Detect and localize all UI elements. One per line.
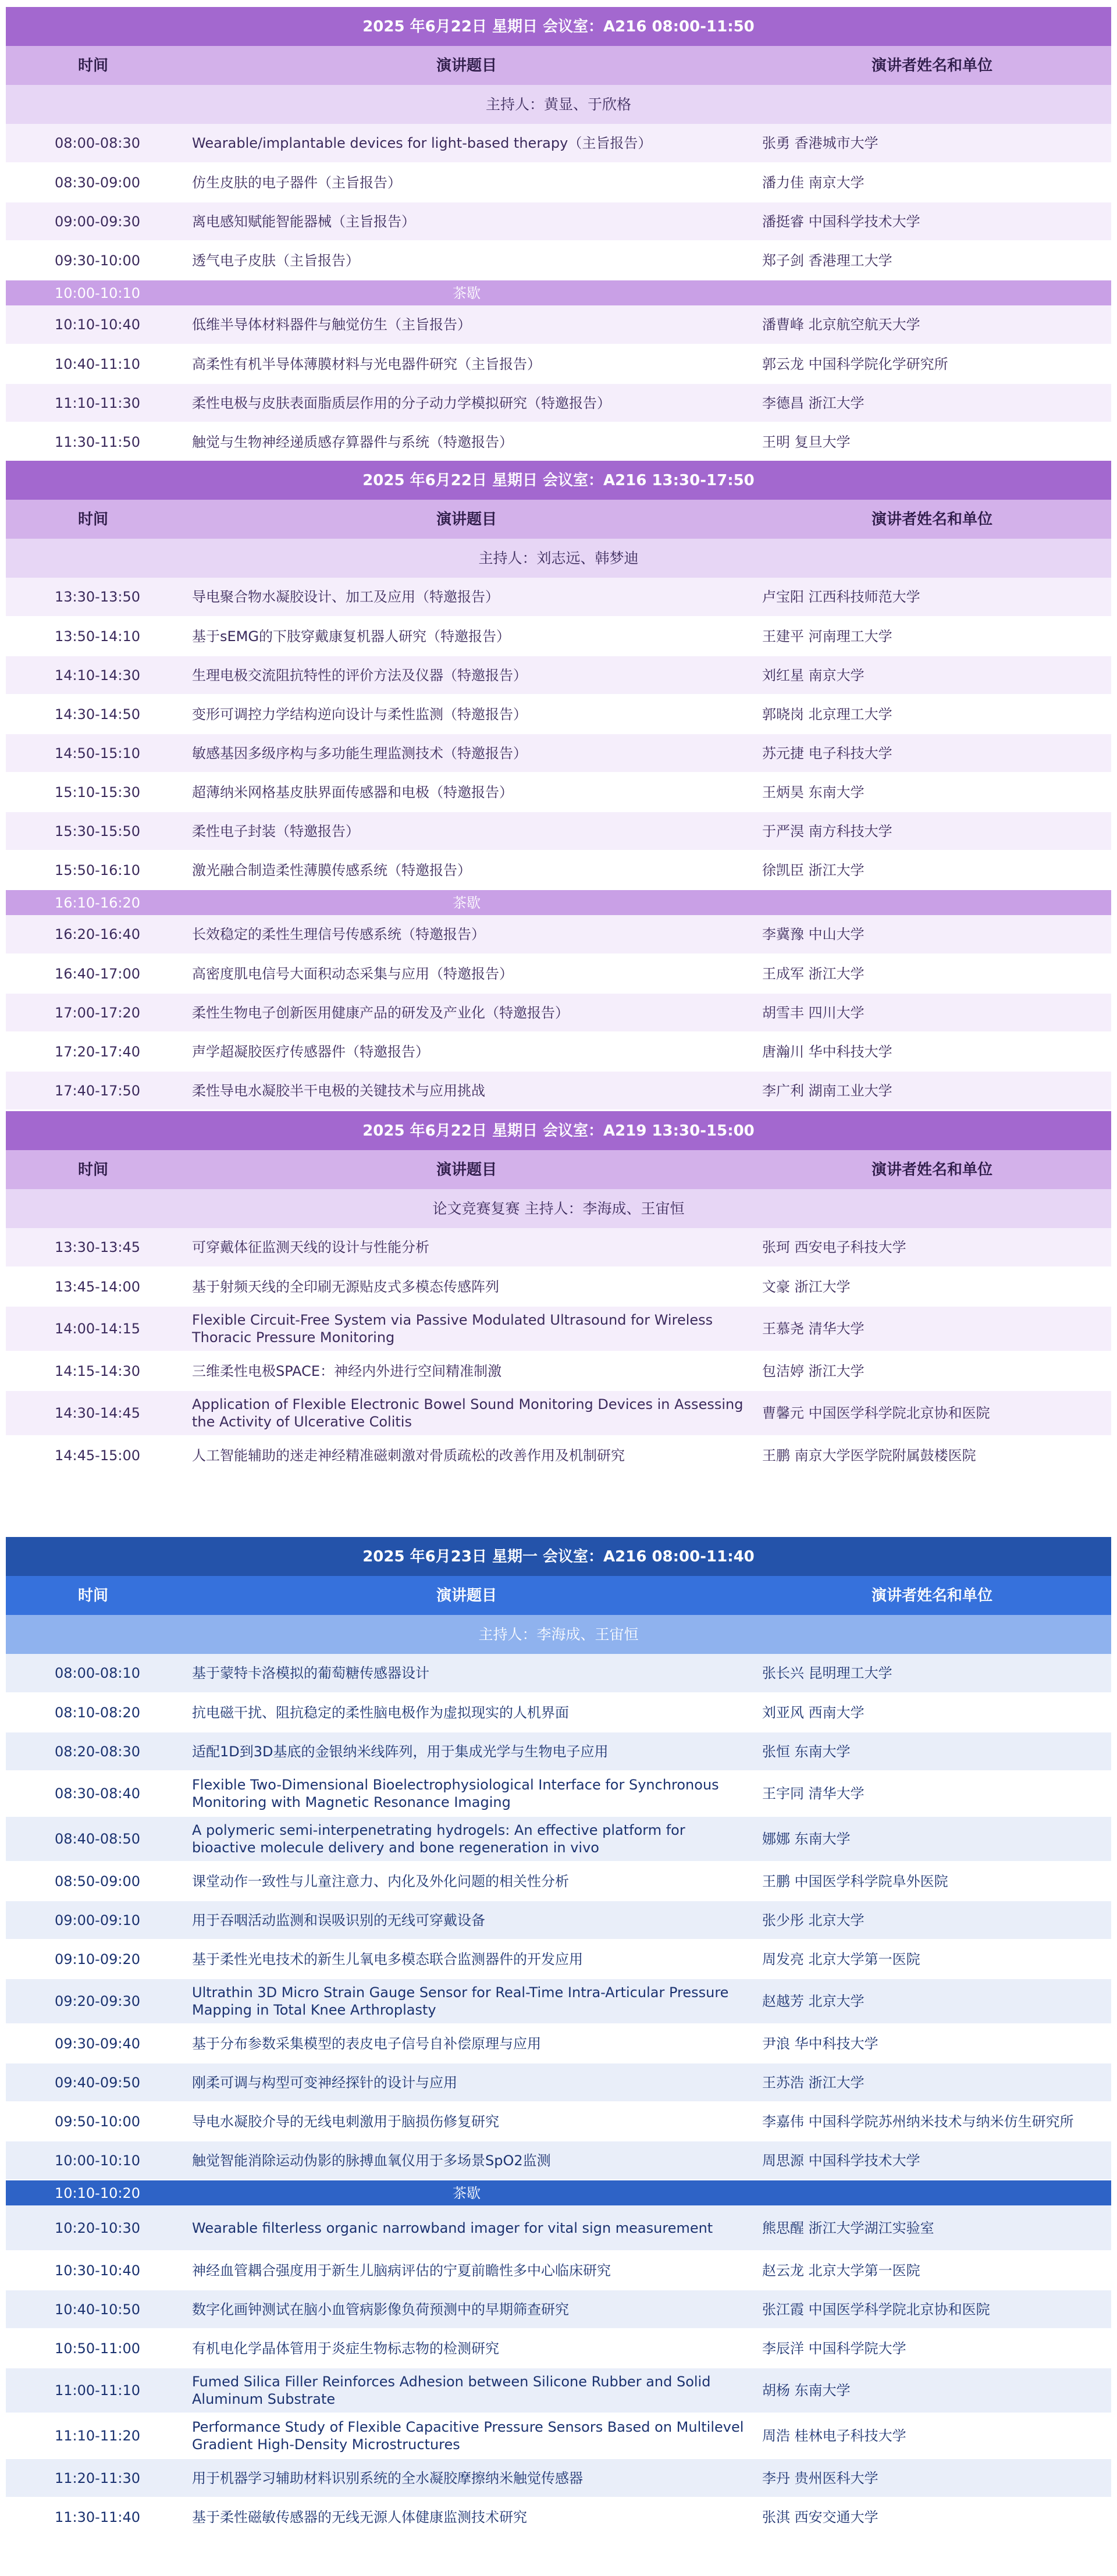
break-time: 16:10-16:20	[6, 889, 180, 915]
column-header-time: 时间	[6, 1150, 180, 1189]
session-1	[6, 7, 1111, 462]
schedule-row	[6, 241, 1111, 280]
talk-speaker: 潘挺睿 中国科学技术大学	[753, 202, 1111, 241]
column-header-row	[6, 46, 1111, 85]
talk-title: 离电感知赋能智能器械（主旨报告）	[180, 202, 753, 241]
talk-time: 08:10-08:20	[6, 1693, 180, 1732]
schedule-row	[6, 2141, 1111, 2180]
schedule-row	[6, 2458, 1111, 2497]
talk-title: 刚柔可调与构型可变神经探针的设计与应用	[180, 2063, 753, 2102]
talk-title: Flexible Two-Dimensional Bioelectrophysiological Interface for Synchronous Monitoring with Magnetic Resonance Imaging	[180, 1771, 753, 1816]
talk-time: 10:40-10:50	[6, 2290, 180, 2329]
column-header-title: 演讲题目	[180, 1576, 753, 1615]
session-title: 2025 年6月23日 星期一 会议室：A216 08:00-11:40	[6, 1537, 1111, 1576]
break-row	[6, 280, 1111, 305]
talk-title: Application of Flexible Electronic Bowel Sound Monitoring Devices in Assessing the Activity of Ulcerative Colitis	[180, 1390, 753, 1436]
talk-time: 09:00-09:10	[6, 1901, 180, 1940]
schedule-table-4	[6, 1537, 1111, 2537]
talk-title: 基于分布参数采集模型的表皮电子信号自补偿原理与应用	[180, 2024, 753, 2063]
talk-speaker: 徐凯臣 浙江大学	[753, 851, 1111, 889]
schedule-row	[6, 1862, 1111, 1901]
talk-speaker: 刘亚风 西南大学	[753, 1693, 1111, 1732]
talk-speaker: 潘力佳 南京大学	[753, 163, 1111, 202]
schedule-row	[6, 2205, 1111, 2251]
column-header-time: 时间	[6, 1576, 180, 1615]
talk-title: 基于sEMG的下肢穿戴康复机器人研究（特邀报告）	[180, 617, 753, 656]
schedule-row	[6, 1693, 1111, 1732]
session-host-row	[6, 1615, 1111, 1654]
talk-title: 人工智能辅助的迷走神经精准磁刺激对骨质疏松的改善作用及机制研究	[180, 1436, 753, 1475]
talk-speaker: 周发亮 北京大学第一医院	[753, 1940, 1111, 1979]
schedule-row	[6, 1816, 1111, 1862]
talk-speaker: 张珂 西安电子科技大学	[753, 1228, 1111, 1267]
column-header-speaker: 演讲者姓名和单位	[753, 1576, 1111, 1615]
session-host: 论文竞赛复赛 主持人：李海成、王宙恒	[6, 1189, 1111, 1228]
session-host: 主持人：黄显、于欣格	[6, 85, 1111, 124]
talk-title: A polymeric semi-interpenetrating hydrogels: An effective platform for bioactive molecule delivery and bone regeneration in vivo	[180, 1816, 753, 1862]
talk-speaker: 郑子剑 香港理工大学	[753, 241, 1111, 280]
talk-speaker: 胡杨 东南大学	[753, 2368, 1111, 2413]
talk-speaker: 王苏浩 浙江大学	[753, 2063, 1111, 2102]
talk-time: 14:10-14:30	[6, 656, 180, 695]
talk-speaker: 赵云龙 北京大学第一医院	[753, 2251, 1111, 2290]
schedule-row	[6, 305, 1111, 344]
schedule-row	[6, 1228, 1111, 1267]
talk-time: 08:00-08:10	[6, 1654, 180, 1693]
talk-speaker: 熊思醒 浙江大学湖江实验室	[753, 2205, 1111, 2251]
session-host: 主持人：李海成、王宙恒	[6, 1615, 1111, 1654]
talk-time: 14:30-14:45	[6, 1390, 180, 1436]
talk-title: 超薄纳米网格基皮肤界面传感器和电极（特邀报告）	[180, 773, 753, 812]
talk-title: Wearable/implantable devices for light-based therapy（主旨报告）	[180, 124, 753, 163]
schedule-row	[6, 1771, 1111, 1816]
schedule-row	[6, 617, 1111, 656]
talk-speaker: 王成军 浙江大学	[753, 954, 1111, 993]
talk-time: 14:15-14:30	[6, 1351, 180, 1390]
talk-time: 10:20-10:30	[6, 2205, 180, 2251]
talk-speaker: 王炳昊 东南大学	[753, 773, 1111, 812]
schedule-row	[6, 2329, 1111, 2368]
schedule-row	[6, 993, 1111, 1032]
column-header-row	[6, 1150, 1111, 1189]
schedule-row	[6, 1654, 1111, 1693]
schedule-row	[6, 1032, 1111, 1071]
talk-title: 高密度肌电信号大面积动态采集与应用（特邀报告）	[180, 954, 753, 993]
talk-speaker: 王明 复旦大学	[753, 422, 1111, 461]
talk-speaker: 文豪 浙江大学	[753, 1267, 1111, 1306]
talk-time: 10:30-10:40	[6, 2251, 180, 2290]
talk-time: 09:40-09:50	[6, 2063, 180, 2102]
session-title: 2025 年6月22日 星期日 会议室：A216 13:30-17:50	[6, 461, 1111, 500]
talk-title: 有机电化学晶体管用于炎症生物标志物的检测研究	[180, 2329, 753, 2368]
session-host-row	[6, 539, 1111, 578]
column-header-speaker: 演讲者姓名和单位	[753, 46, 1111, 85]
schedule-table-3	[6, 1111, 1111, 1475]
talk-title: 课堂动作一致性与儿童注意力、内化及外化问题的相关性分析	[180, 1862, 753, 1901]
talk-title: 数字化画钟测试在脑小血管病影像负荷预测中的早期筛查研究	[180, 2290, 753, 2329]
talk-time: 08:20-08:30	[6, 1732, 180, 1771]
talk-time: 10:00-10:10	[6, 2141, 180, 2180]
talk-speaker: 李德昌 浙江大学	[753, 383, 1111, 422]
talk-speaker: 娜娜 东南大学	[753, 1816, 1111, 1862]
talk-title: 柔性电极与皮肤表面脂质层作用的分子动力学模拟研究（特邀报告）	[180, 383, 753, 422]
talk-time: 09:00-09:30	[6, 202, 180, 241]
break-row	[6, 2180, 1111, 2205]
talk-speaker: 周思源 中国科学技术大学	[753, 2141, 1111, 2180]
talk-title: 基于柔性光电技术的新生儿氧电多模态联合监测器件的开发应用	[180, 1940, 753, 1979]
talk-speaker: 唐瀚川 华中科技大学	[753, 1032, 1111, 1071]
talk-title: 透气电子皮肤（主旨报告）	[180, 241, 753, 280]
talk-title: 生理电极交流阻抗特性的评价方法及仪器（特邀报告）	[180, 656, 753, 695]
talk-title: 触觉与生物神经递质感存算器件与系统（特邀报告）	[180, 422, 753, 461]
talk-title: 神经血管耦合强度用于新生儿脑病评估的宁夏前瞻性多中心临床研究	[180, 2251, 753, 2290]
talk-title: 柔性导电水凝胶半干电极的关键技术与应用挑战	[180, 1071, 753, 1110]
talk-time: 17:20-17:40	[6, 1032, 180, 1071]
schedule-row	[6, 1267, 1111, 1306]
column-header-speaker: 演讲者姓名和单位	[753, 500, 1111, 539]
talk-title: 柔性电子封装（特邀报告）	[180, 812, 753, 851]
talk-time: 11:10-11:20	[6, 2413, 180, 2458]
talk-time: 08:50-09:00	[6, 1862, 180, 1901]
talk-time: 10:50-11:00	[6, 2329, 180, 2368]
talk-title: Ultrathin 3D Micro Strain Gauge Sensor for Real-Time Intra-Articular Pressure Mapping in Total Knee Arthroplasty	[180, 1979, 753, 2024]
talk-time: 13:45-14:00	[6, 1267, 180, 1306]
talk-speaker: 赵越芳 北京大学	[753, 1979, 1111, 2024]
schedule-row	[6, 2290, 1111, 2329]
schedule-row	[6, 163, 1111, 202]
talk-speaker: 李广利 湖南工业大学	[753, 1071, 1111, 1110]
schedule-table-1	[6, 7, 1111, 462]
column-header-title: 演讲题目	[180, 500, 753, 539]
talk-time: 11:30-11:40	[6, 2497, 180, 2536]
schedule-row	[6, 915, 1111, 954]
schedule-row	[6, 2024, 1111, 2063]
schedule-row	[6, 2497, 1111, 2536]
talk-time: 11:30-11:50	[6, 422, 180, 461]
talk-speaker: 郭云龙 中国科学院化学研究所	[753, 344, 1111, 383]
talk-speaker: 李冀豫 中山大学	[753, 915, 1111, 954]
talk-time: 11:10-11:30	[6, 383, 180, 422]
talk-speaker: 李嘉伟 中国科学院苏州纳米技术与纳米仿生研究所	[753, 2102, 1111, 2141]
talk-time: 11:20-11:30	[6, 2458, 180, 2497]
session-footer-bar	[6, 2537, 1111, 2545]
talk-speaker: 曹馨元 中国医学科学院北京协和医院	[753, 1390, 1111, 1436]
talk-time: 14:45-15:00	[6, 1436, 180, 1475]
talk-time: 08:00-08:30	[6, 124, 180, 163]
talk-speaker: 卢宝阳 江西科技师范大学	[753, 578, 1111, 617]
session-host-row	[6, 85, 1111, 124]
schedule-row	[6, 1436, 1111, 1475]
break-empty	[753, 2180, 1111, 2205]
schedule-row	[6, 2102, 1111, 2141]
session-title-bar	[6, 1111, 1111, 1150]
talk-title: Fumed Silica Filler Reinforces Adhesion between Silicone Rubber and Solid Aluminum Substrate	[180, 2368, 753, 2413]
talk-title: 仿生皮肤的电子器件（主旨报告）	[180, 163, 753, 202]
talk-time: 17:00-17:20	[6, 993, 180, 1032]
talk-title: 基于蒙特卡洛模拟的葡萄糖传感器设计	[180, 1654, 753, 1693]
column-header-time: 时间	[6, 46, 180, 85]
schedule-row	[6, 1901, 1111, 1940]
session-2	[6, 461, 1111, 1111]
talk-title: 基于柔性磁敏传感器的无线无源人体健康监测技术研究	[180, 2497, 753, 2536]
column-header-speaker: 演讲者姓名和单位	[753, 1150, 1111, 1189]
schedule-row	[6, 773, 1111, 812]
talk-time: 13:30-13:50	[6, 578, 180, 617]
talk-time: 16:20-16:40	[6, 915, 180, 954]
talk-time: 08:30-08:40	[6, 1771, 180, 1816]
session-title-bar	[6, 7, 1111, 46]
schedule-row	[6, 422, 1111, 461]
talk-title: 低维半导体材料器件与触觉仿生（主旨报告）	[180, 305, 753, 344]
talk-time: 09:30-09:40	[6, 2024, 180, 2063]
schedule-row	[6, 578, 1111, 617]
schedule-row	[6, 1390, 1111, 1436]
session-title-bar	[6, 1537, 1111, 1576]
talk-title: 敏感基因多级序构与多功能生理监测技术（特邀报告）	[180, 734, 753, 773]
talk-title: 用于机器学习辅助材料识别系统的全水凝胶摩擦纳米触觉传感器	[180, 2458, 753, 2497]
talk-speaker: 尹浪 华中科技大学	[753, 2024, 1111, 2063]
talk-time: 13:30-13:45	[6, 1228, 180, 1267]
schedule-row	[6, 2251, 1111, 2290]
talk-title: Wearable filterless organic narrowband imager for vital sign measurement	[180, 2205, 753, 2251]
break-label: 茶歇	[180, 280, 753, 305]
talk-title: 适配1D到3D基底的金银纳米线阵列，用于集成光学与生物电子应用	[180, 1732, 753, 1771]
break-row	[6, 889, 1111, 915]
talk-time: 15:50-16:10	[6, 851, 180, 889]
session-4	[6, 1537, 1111, 2545]
schedule-row	[6, 656, 1111, 695]
talk-speaker: 潘曹峰 北京航空航天大学	[753, 305, 1111, 344]
talk-time: 14:50-15:10	[6, 734, 180, 773]
break-label: 茶歇	[180, 2180, 753, 2205]
column-header-row	[6, 500, 1111, 539]
talk-time: 14:30-14:50	[6, 695, 180, 734]
schedule-row	[6, 124, 1111, 163]
schedule-row	[6, 1940, 1111, 1979]
column-header-row	[6, 1576, 1111, 1615]
schedule-row	[6, 344, 1111, 383]
talk-time: 15:30-15:50	[6, 812, 180, 851]
talk-time: 10:10-10:40	[6, 305, 180, 344]
session-title: 2025 年6月22日 星期日 会议室：A216 08:00-11:50	[6, 7, 1111, 46]
talk-speaker: 张淇 西安交通大学	[753, 2497, 1111, 2536]
session-3	[6, 1111, 1111, 1483]
talk-title: 触觉智能消除运动伪影的脉搏血氧仪用于多场景SpO2监测	[180, 2141, 753, 2180]
schedule-row	[6, 383, 1111, 422]
talk-speaker: 王建平 河南理工大学	[753, 617, 1111, 656]
column-header-title: 演讲题目	[180, 1150, 753, 1189]
talk-time: 09:10-09:20	[6, 1940, 180, 1979]
talk-speaker: 包洁婷 浙江大学	[753, 1351, 1111, 1390]
column-header-title: 演讲题目	[180, 46, 753, 85]
break-time: 10:00-10:10	[6, 280, 180, 305]
talk-title: 导电聚合物水凝胶设计、加工及应用（特邀报告）	[180, 578, 753, 617]
schedule-row	[6, 1732, 1111, 1771]
talk-speaker: 张长兴 昆明理工大学	[753, 1654, 1111, 1693]
schedule-row	[6, 1979, 1111, 2024]
talk-title: 声学超凝胶医疗传感器件（特邀报告）	[180, 1032, 753, 1071]
schedule-row	[6, 1351, 1111, 1390]
talk-speaker: 张勇 香港城市大学	[753, 124, 1111, 163]
session-title-bar	[6, 461, 1111, 500]
talk-speaker: 王鹏 中国医学科学院阜外医院	[753, 1862, 1111, 1901]
talk-title: 用于吞咽活动监测和误吸识别的无线可穿戴设备	[180, 1901, 753, 1940]
talk-time: 09:50-10:00	[6, 2102, 180, 2141]
talk-time: 08:40-08:50	[6, 1816, 180, 1862]
talk-time: 11:00-11:10	[6, 2368, 180, 2413]
talk-title: Flexible Circuit-Free System via Passive Modulated Ultrasound for Wireless Thoracic Pressure Monitoring	[180, 1306, 753, 1351]
talk-speaker: 王宇同 清华大学	[753, 1771, 1111, 1816]
schedule-row	[6, 954, 1111, 993]
talk-title: 导电水凝胶介导的无线电刺激用于脑损伤修复研究	[180, 2102, 753, 2141]
talk-speaker: 李辰洋 中国科学院大学	[753, 2329, 1111, 2368]
talk-speaker: 苏元捷 电子科技大学	[753, 734, 1111, 773]
talk-title: 三维柔性电极SPACE：神经内外进行空间精准制激	[180, 1351, 753, 1390]
talk-speaker: 王鹏 南京大学医学院附属鼓楼医院	[753, 1436, 1111, 1475]
schedule-row	[6, 2368, 1111, 2413]
talk-time: 13:50-14:10	[6, 617, 180, 656]
schedule-row	[6, 1306, 1111, 1351]
talk-time: 08:30-09:00	[6, 163, 180, 202]
schedule-row	[6, 2413, 1111, 2458]
talk-speaker: 张少彤 北京大学	[753, 1901, 1111, 1940]
schedule-table-2	[6, 461, 1111, 1111]
break-label: 茶歇	[180, 889, 753, 915]
talk-speaker: 张恒 东南大学	[753, 1732, 1111, 1771]
schedule-row	[6, 851, 1111, 889]
talk-speaker: 王慕尧 清华大学	[753, 1306, 1111, 1351]
column-header-time: 时间	[6, 500, 180, 539]
talk-speaker: 李丹 贵州医科大学	[753, 2458, 1111, 2497]
talk-title: Performance Study of Flexible Capacitive Pressure Sensors Based on Multilevel Gradient High-Density Microstructures	[180, 2413, 753, 2458]
talk-title: 抗电磁干扰、阻抗稳定的柔性脑电极作为虚拟现实的人机界面	[180, 1693, 753, 1732]
talk-speaker: 胡雪丰 四川大学	[753, 993, 1111, 1032]
talk-time: 16:40-17:00	[6, 954, 180, 993]
break-empty	[753, 280, 1111, 305]
talk-time: 09:30-10:00	[6, 241, 180, 280]
talk-title: 激光融合制造柔性薄膜传感系统（特邀报告）	[180, 851, 753, 889]
talk-time: 09:20-09:30	[6, 1979, 180, 2024]
talk-speaker: 刘红星 南京大学	[753, 656, 1111, 695]
talk-speaker: 周浩 桂林电子科技大学	[753, 2413, 1111, 2458]
schedule-row	[6, 2063, 1111, 2102]
talk-title: 高柔性有机半导体薄膜材料与光电器件研究（主旨报告）	[180, 344, 753, 383]
talk-title: 长效稳定的柔性生理信号传感系统（特邀报告）	[180, 915, 753, 954]
talk-speaker: 张江霞 中国医学科学院北京协和医院	[753, 2290, 1111, 2329]
schedule-row	[6, 695, 1111, 734]
talk-time: 10:40-11:10	[6, 344, 180, 383]
session-title: 2025 年6月22日 星期日 会议室：A219 13:30-15:00	[6, 1111, 1111, 1150]
talk-title: 柔性生物电子创新医用健康产品的研发及产业化（特邀报告）	[180, 993, 753, 1032]
session-host-row	[6, 1189, 1111, 1228]
break-time: 10:10-10:20	[6, 2180, 180, 2205]
talk-speaker: 郭晓岗 北京理工大学	[753, 695, 1111, 734]
talk-title: 变形可调控力学结构逆向设计与柔性监测（特邀报告）	[180, 695, 753, 734]
schedule-row	[6, 202, 1111, 241]
schedule-row	[6, 734, 1111, 773]
talk-time: 15:10-15:30	[6, 773, 180, 812]
schedule-row	[6, 812, 1111, 851]
talk-time: 14:00-14:15	[6, 1306, 180, 1351]
talk-title: 可穿戴体征监测天线的设计与性能分析	[180, 1228, 753, 1267]
session-footer-bar	[6, 1475, 1111, 1483]
talk-speaker: 于严淏 南方科技大学	[753, 812, 1111, 851]
schedule-row	[6, 1071, 1111, 1110]
session-host: 主持人：刘志远、韩梦迪	[6, 539, 1111, 578]
talk-title: 基于射频天线的全印刷无源贴皮式多模态传感阵列	[180, 1267, 753, 1306]
talk-time: 17:40-17:50	[6, 1071, 180, 1110]
break-empty	[753, 889, 1111, 915]
